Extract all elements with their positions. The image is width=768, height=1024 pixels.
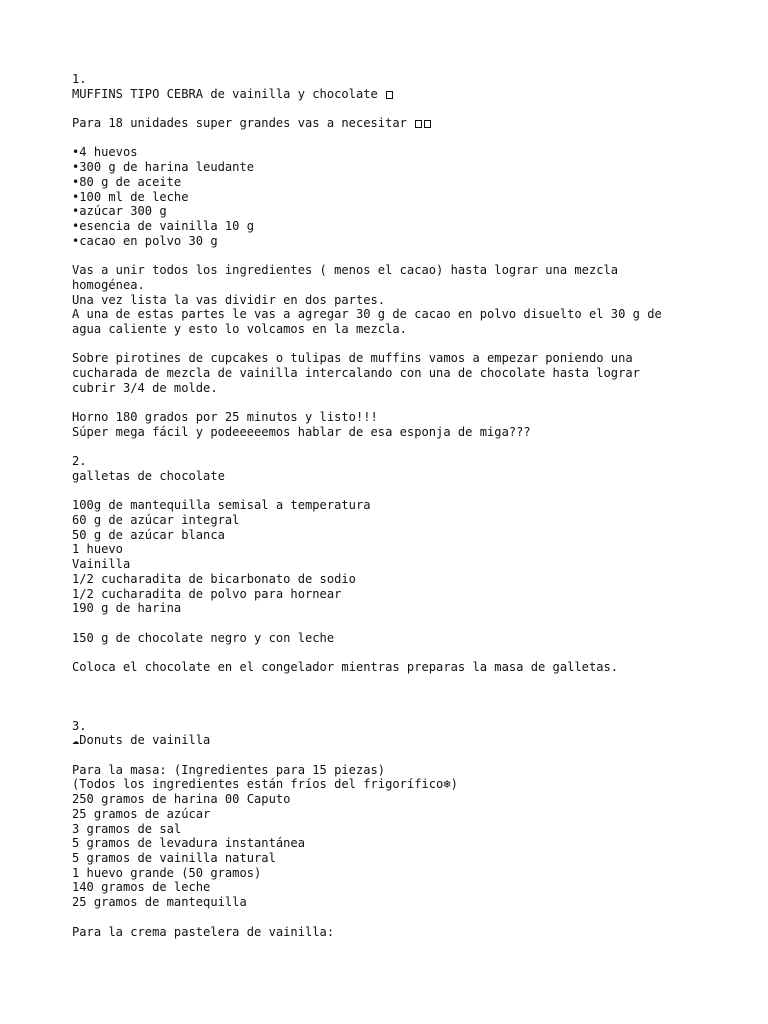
missing-glyph-icon — [386, 91, 393, 99]
list-item: • cacao en polvo 30 g — [72, 234, 712, 249]
text-line: cubrir 3/4 de molde. — [72, 380, 218, 395]
text-line: A una de estas partes le vas a agregar 30 g de cacao en polvo disuelto el 30 g de — [72, 307, 662, 322]
list-item: 5 gramos de levadura instantánea — [72, 836, 305, 851]
list-item: 1 huevo grande (50 gramos) — [72, 865, 262, 880]
recipe-3 — [72, 719, 712, 940]
list-item: 60 g de azúcar integral — [72, 512, 240, 527]
text-line: agua caliente y esto lo volcamos en la mezcla. — [72, 321, 407, 336]
list-item: • azúcar 300 g — [72, 204, 712, 219]
list-item: 1 huevo — [72, 542, 123, 557]
text-line: Horno 180 grados por 25 minutos y listo!!! — [72, 410, 378, 425]
recipe-number: 1. — [72, 72, 87, 86]
list-item: • esencia de vainilla 10 g — [72, 219, 712, 234]
text-line: Una vez lista la vas dividir en dos partes. — [72, 292, 386, 307]
recipe-intro: Para 18 unidades super grandes vas a necesitar — [72, 116, 407, 131]
list-item: • 4 huevos — [72, 145, 712, 160]
list-item: 1/2 cucharadita de bicarbonato de sodio — [72, 571, 356, 586]
text-line: cucharada de mezcla de vainilla intercalando con una de chocolate hasta lograr — [72, 366, 640, 380]
text-line: Coloca el chocolate en el congelador mientras preparas la masa de galletas. — [72, 659, 619, 674]
section-header: Para la masa: (Ingredientes para 15 piezas) — [72, 762, 386, 777]
list-item: • 100 ml de leche — [72, 190, 712, 205]
list-item: 250 gramos de harina 00 Caputo — [72, 792, 291, 807]
list-item: 140 gramos de leche — [72, 880, 211, 895]
section-note: (Todos los ingredientes están fríos del frigorífico❄) — [72, 777, 458, 792]
missing-glyph-icon — [415, 120, 422, 128]
list-item: 25 gramos de azúcar — [72, 806, 211, 821]
list-item: 1/2 cucharadita de polvo para hornear — [72, 586, 342, 601]
list-item: 25 gramos de mantequilla — [72, 895, 247, 910]
recipe-number: 2. — [72, 454, 87, 469]
recipe-title: MUFFINS TIPO CEBRA de vainilla y chocolate — [72, 86, 378, 101]
text-line: Vas a unir todos los ingredientes ( menos el cacao) hasta lograr una mezcla — [72, 263, 619, 278]
text-line: 150 g de chocolate negro y con leche — [72, 630, 335, 645]
paragraph — [72, 351, 712, 395]
paragraph — [72, 263, 712, 337]
recipe-1 — [72, 72, 712, 440]
paragraph — [72, 410, 712, 439]
text-line: Sobre pirotines de cupcakes o tulipas de muffins vamos a empezar poniendo una — [72, 351, 633, 366]
list-item: 190 g de harina — [72, 601, 182, 616]
text-line: Súper mega fácil y podeeeeemos hablar de esa esponja de miga??? — [72, 424, 531, 439]
list-item: Vainilla — [72, 557, 131, 572]
list-item: • 80 g de aceite — [72, 175, 712, 190]
missing-glyph-icon — [424, 120, 431, 128]
list-item: 3 gramos de sal — [72, 821, 182, 836]
document-page — [72, 72, 712, 939]
ingredient-list — [72, 792, 712, 910]
list-item: 50 g de azúcar blanca — [72, 527, 225, 542]
section-header: Para la crema pastelera de vainilla: — [72, 924, 335, 939]
recipe-number: 3. — [72, 718, 87, 733]
ingredient-list — [72, 145, 712, 248]
recipe-title-line — [72, 87, 712, 102]
recipe-title: ☁Donuts de vainilla — [72, 733, 211, 748]
ingredient-list — [72, 498, 712, 616]
recipe-title: galletas de chocolate — [72, 468, 225, 483]
recipe-intro-line — [72, 116, 712, 131]
text-line: homogénea. — [72, 277, 145, 292]
recipe-2 — [72, 454, 712, 675]
list-item: 5 gramos de vainilla natural — [72, 851, 276, 865]
list-item: 100g de mantequilla semisal a temperatura — [72, 498, 371, 513]
list-item: • 300 g de harina leudante — [72, 160, 712, 175]
